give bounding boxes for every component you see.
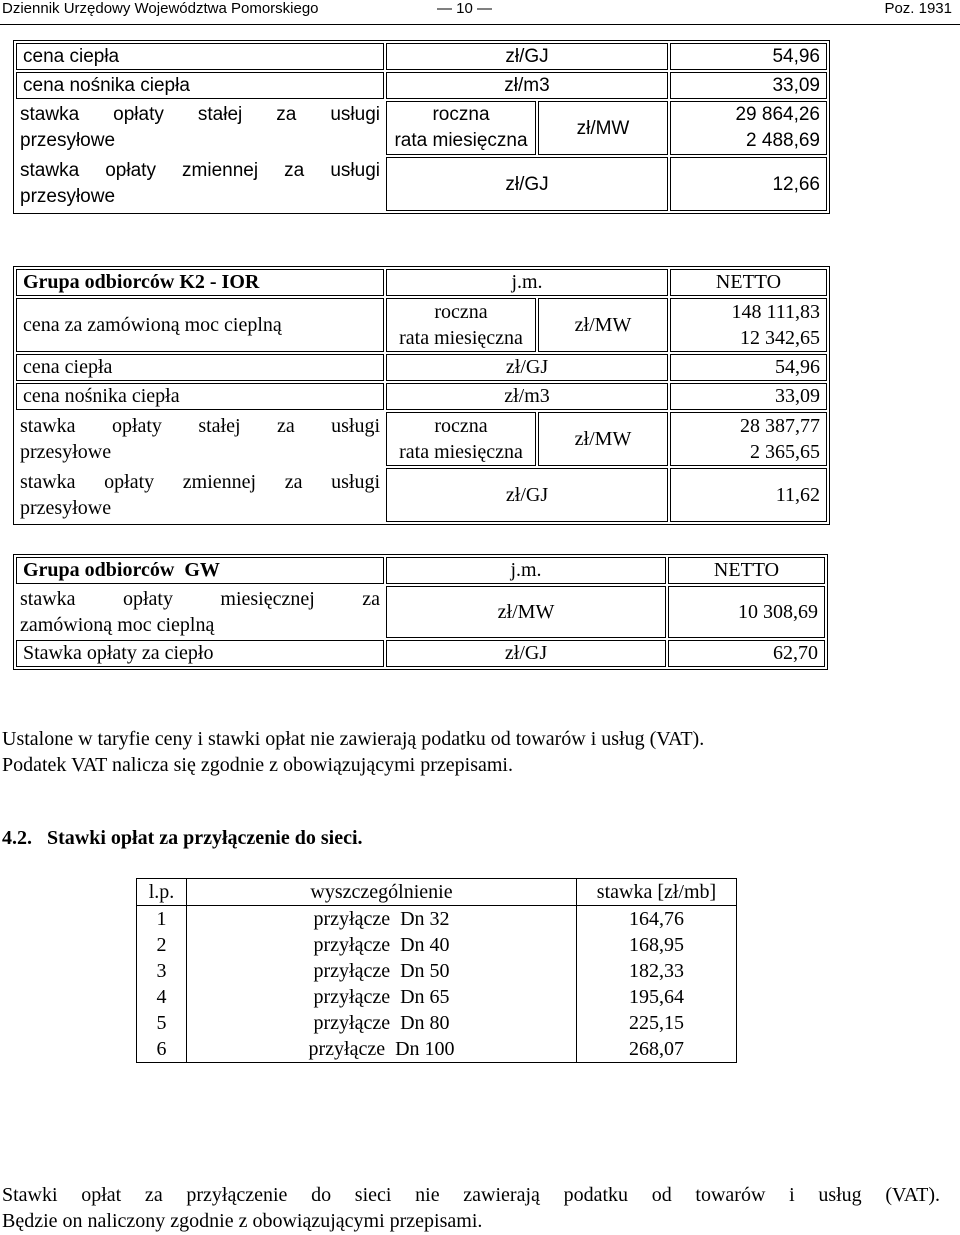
row-number: 2 [137, 932, 187, 958]
value-monthly: 2 365,65 [750, 441, 820, 463]
row-value: 62,70 [668, 640, 825, 667]
table-row [16, 298, 827, 352]
row-label: stawka opłaty miesięcznej za [20, 588, 380, 610]
tariff-table-gw [13, 554, 828, 670]
page-header [0, 0, 960, 25]
row-label-cont: przesyłowe [20, 441, 112, 463]
row-unit: zł/GJ [386, 157, 668, 211]
tariff-table-k2-ior [13, 266, 830, 525]
journal-title: Dziennik Urzędowy Województwa Pomorskiego [2, 0, 319, 17]
row-label-cont: przesyłowe [20, 186, 116, 207]
netto-heading: NETTO [670, 269, 827, 296]
tariff-table-continued [13, 40, 830, 214]
row-value: 33,09 [670, 72, 827, 99]
row-rate: 182,33 [577, 958, 737, 984]
period-monthly: rata miesięczna [399, 327, 523, 349]
row-number: 6 [137, 1036, 187, 1063]
row-rate: 268,07 [577, 1036, 737, 1063]
row-unit: zł/MW [538, 298, 668, 352]
row-number: 5 [137, 1010, 187, 1036]
row-label: Stawka opłaty za ciepło [16, 640, 384, 667]
table-header-row [137, 879, 737, 906]
table-row [16, 468, 827, 522]
row-description: przyłącze Dn 100 [187, 1036, 577, 1063]
row-label: cena ciepła [16, 354, 384, 381]
table-header-row [16, 269, 827, 296]
unit-heading: j.m. [386, 557, 666, 584]
vat-note-line: Podatek VAT nalicza się zgodnie z obowiązującymi przepisami. [2, 754, 513, 776]
table-row [16, 383, 827, 410]
row-unit: zł/m3 [386, 383, 668, 410]
row-label: cena za zamówioną moc cieplną [16, 298, 384, 352]
row-label-cont: przesyłowe [20, 130, 116, 151]
row-label: stawka opłaty zmiennej za usługi [20, 160, 380, 181]
value-annual: 28 387,77 [740, 415, 820, 437]
connection-rates-table [136, 878, 737, 1063]
table-header-row [16, 557, 825, 584]
row-unit: zł/GJ [386, 43, 668, 70]
table-row [137, 1036, 737, 1063]
table-row [16, 43, 827, 70]
row-label: stawka opłaty stałej za usługi [20, 104, 380, 125]
period-monthly: rata miesięczna [399, 441, 523, 463]
row-number: 1 [137, 906, 187, 933]
row-description: przyłącze Dn 65 [187, 984, 577, 1010]
table-row [16, 101, 827, 155]
row-description: przyłącze Dn 50 [187, 958, 577, 984]
row-description: przyłącze Dn 32 [187, 906, 577, 933]
table-row [16, 354, 827, 381]
period-annual: roczna [434, 415, 488, 437]
vat-note-line: Ustalone w taryfie ceny i stawki opłat nie zawierają podatku od towarów i usług (VAT). [2, 728, 705, 750]
row-rate: 225,15 [577, 1010, 737, 1036]
table-row [137, 984, 737, 1010]
table-row [16, 586, 825, 638]
page-number: — 10 — [437, 0, 493, 17]
row-unit: zł/MW [538, 101, 668, 155]
row-label: cena ciepła [16, 43, 384, 70]
row-description: przyłącze Dn 40 [187, 932, 577, 958]
netto-heading: NETTO [668, 557, 825, 584]
position-number: Poz. 1931 [884, 0, 952, 17]
footer-note [2, 1182, 940, 1234]
row-unit: zł/m3 [386, 72, 668, 99]
row-number: 4 [137, 984, 187, 1010]
row-unit: zł/GJ [386, 354, 668, 381]
group-heading: Grupa odbiorców K2 - IOR [23, 271, 260, 293]
group-heading: Grupa odbiorców GW [23, 559, 220, 581]
value-annual: 29 864,26 [735, 104, 820, 125]
table-row [16, 412, 827, 466]
row-unit: zł/MW [386, 586, 666, 638]
row-number: 3 [137, 958, 187, 984]
row-value: 10 308,69 [668, 586, 825, 638]
column-header: l.p. [137, 879, 187, 906]
row-rate: 195,64 [577, 984, 737, 1010]
row-value: 33,09 [670, 383, 827, 410]
footer-note-line: Będzie on naliczony zgodnie z obowiązującymi przepisami. [2, 1210, 483, 1232]
value-monthly: 2 488,69 [746, 130, 820, 151]
row-rate: 164,76 [577, 906, 737, 933]
period-annual: roczna [434, 301, 488, 323]
value-monthly: 12 342,65 [740, 327, 820, 349]
period-monthly: rata miesięczna [394, 130, 528, 151]
row-label: cena nośnika ciepła [16, 383, 384, 410]
row-unit: zł/GJ [386, 640, 666, 667]
footer-note-line: Stawki opłat za przyłączenie do sieci nie zawierają podatku od towarów i usług (VAT). [2, 1184, 940, 1206]
section-title: Stawki opłat za przyłączenie do sieci. [47, 827, 363, 849]
unit-heading: j.m. [386, 269, 668, 296]
row-value: 54,96 [670, 43, 827, 70]
table-row [137, 906, 737, 933]
row-unit: zł/MW [538, 412, 668, 466]
row-label: cena nośnika ciepła [16, 72, 384, 99]
section-number: 4.2. [2, 827, 32, 849]
table-row [16, 157, 827, 211]
vat-note [2, 726, 704, 778]
table-row [137, 932, 737, 958]
period-annual: roczna [432, 104, 490, 125]
table-row [16, 72, 827, 99]
row-value: 12,66 [670, 157, 827, 211]
row-description: przyłącze Dn 80 [187, 1010, 577, 1036]
row-label: stawka opłaty zmiennej za usługi [20, 471, 380, 493]
row-value: 54,96 [670, 354, 827, 381]
table-row [137, 958, 737, 984]
row-value: 11,62 [670, 468, 827, 522]
table-row [16, 640, 825, 667]
row-label: stawka opłaty stałej za usługi [20, 415, 380, 437]
row-unit: zł/GJ [386, 468, 668, 522]
value-annual: 148 111,83 [731, 301, 820, 323]
column-header: wyszczególnienie [187, 879, 577, 906]
column-header: stawka [zł/mb] [577, 879, 737, 906]
row-label-cont: zamówioną moc cieplną [20, 614, 215, 636]
row-rate: 168,95 [577, 932, 737, 958]
section-heading [2, 825, 363, 851]
row-label-cont: przesyłowe [20, 497, 112, 519]
table-row [137, 1010, 737, 1036]
